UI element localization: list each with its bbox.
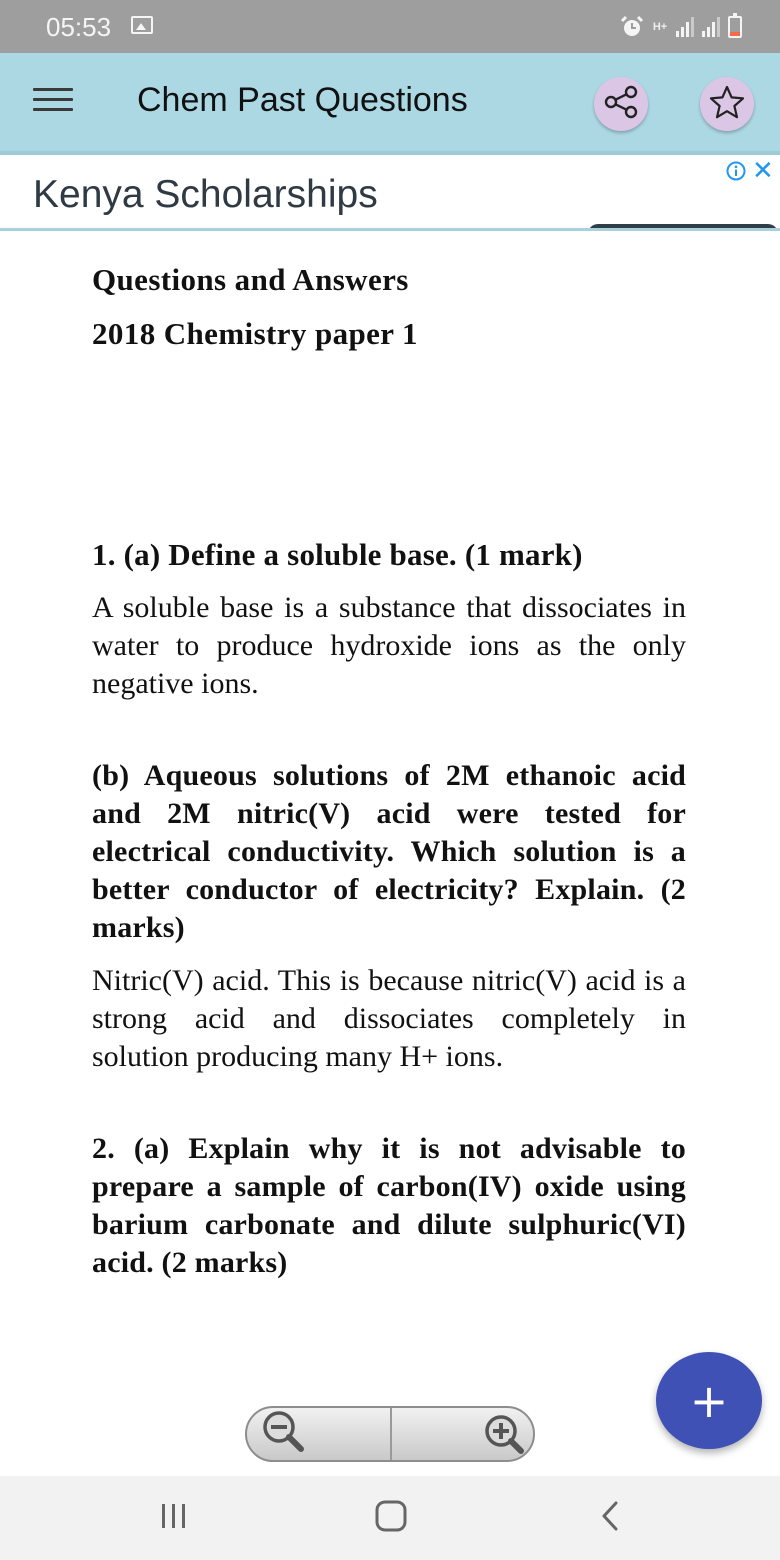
gallery-notification-icon <box>131 16 153 34</box>
ad-close-icon[interactable]: ✕ <box>752 155 774 185</box>
answer-1a: A soluble base is a substance that dissociates in water to produce hydroxide ions as the only negative ions. <box>92 591 686 700</box>
question-1b: (b) Aqueous solutions of 2M ethanoic acid and 2M nitric(V) acid were tested for electrical conductivity. Which solution is a better conductor of electricity? Explain. (2 marks) <box>92 759 686 944</box>
ad-cta-button[interactable] <box>588 224 778 231</box>
menu-icon[interactable] <box>33 88 73 118</box>
back-icon <box>598 1500 622 1537</box>
app-title: Chem Past Questions <box>137 81 468 119</box>
question-1a: 1. (a) Define a soluble base. (1 mark) <box>92 537 583 572</box>
zoom-out-icon <box>257 1407 313 1462</box>
document-heading: Questions and Answers <box>92 262 409 297</box>
answer-1b: Nitric(V) acid. This is because nitric(V) acid is a strong acid and dissociates completely in solution producing many H+ ions. <box>92 964 686 1073</box>
alarm-icon <box>620 15 644 39</box>
ad-title[interactable]: Kenya Scholarships <box>33 173 378 216</box>
question-2a: 2. (a) Explain why it is not advisable to prepare a sample of carbon(IV) oxide using barium carbonate and dilute sulphuric(VI) acid. (2 marks) <box>92 1132 686 1279</box>
ad-info-icon[interactable] <box>726 161 746 181</box>
star-icon <box>709 85 745 124</box>
back-button[interactable] <box>580 1496 640 1540</box>
battery-icon <box>728 16 742 38</box>
ad-banner[interactable] <box>0 155 780 231</box>
zoom-out-button[interactable] <box>247 1408 390 1460</box>
signal-icon <box>676 17 694 37</box>
recent-apps-button[interactable] <box>144 1496 204 1540</box>
signal-icon-2 <box>702 17 720 37</box>
zoom-control <box>245 1406 535 1462</box>
document-subheading: 2018 Chemistry paper 1 <box>92 316 418 351</box>
share-button[interactable] <box>594 77 648 131</box>
home-button[interactable] <box>361 1496 421 1540</box>
favorite-button[interactable] <box>700 77 754 131</box>
status-icons <box>620 14 742 40</box>
add-button[interactable]: + <box>656 1352 762 1449</box>
share-icon <box>602 85 640 124</box>
recent-apps-icon <box>159 1503 189 1534</box>
zoom-in-icon <box>479 1409 525 1460</box>
app-bar <box>0 53 780 155</box>
status-time: 05:53 <box>46 12 112 42</box>
navigation-bar <box>0 1476 780 1560</box>
status-bar <box>0 0 780 53</box>
home-icon <box>374 1500 408 1537</box>
network-type-label: H+ <box>652 21 668 33</box>
zoom-in-button[interactable] <box>390 1408 533 1460</box>
